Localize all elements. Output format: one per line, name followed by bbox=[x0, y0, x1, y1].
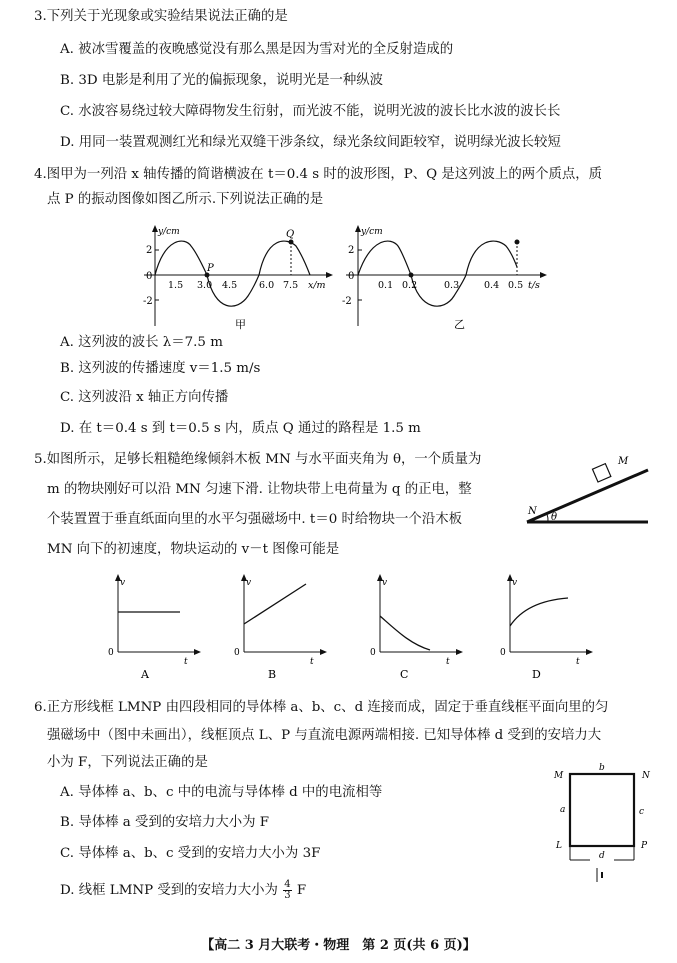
q6-option-d bbox=[60, 880, 306, 901]
jia-ytick-neg2: -2 bbox=[143, 296, 153, 307]
q3-option-a: A. 被冰雪覆盖的夜晚感觉没有那么黑是因为雪对光的全反射造成的 bbox=[60, 42, 454, 57]
yi-caption: 乙 bbox=[454, 318, 465, 331]
incline-label-theta: θ bbox=[551, 512, 558, 523]
q5-graph-b bbox=[230, 572, 330, 684]
svg-text:b: b bbox=[599, 763, 605, 773]
point-q-marker bbox=[289, 240, 294, 245]
q4-option-d: D. 在 t＝0.4 s 到 t＝0.5 s 内，质点 Q 通过的路程是 1.5 m bbox=[60, 421, 421, 436]
svg-text:t: t bbox=[446, 657, 450, 667]
svg-text:c: c bbox=[639, 807, 645, 817]
svg-text:0: 0 bbox=[234, 648, 240, 658]
svg-text:d: d bbox=[599, 851, 605, 861]
jia-xtick-3: 4.5 bbox=[222, 280, 238, 291]
q6-option-b: B. 导体棒 a 受到的安培力大小为 F bbox=[60, 815, 270, 830]
q3-option-c: C. 水波容易绕过较大障碍物发生衍射，而光波不能，说明光波的波长比水波的波长长 bbox=[60, 104, 561, 119]
q5-incline-figure bbox=[524, 448, 654, 528]
q3-option-b: B. 3D 电影是利用了光的偏振现象，说明光是一种纵波 bbox=[60, 73, 384, 88]
jia-xtick-5: 7.5 bbox=[283, 280, 299, 291]
svg-text:v: v bbox=[382, 578, 388, 588]
svg-text:t: t bbox=[310, 657, 314, 667]
q5-stem-line3: 个装置置于垂直纸面向里的水平匀强磁场中. t＝0 时给物块一个沿木板 bbox=[47, 512, 462, 527]
jia-xtick-2: 3.0 bbox=[197, 280, 213, 291]
q5-graph-d bbox=[496, 572, 596, 684]
q4-option-a: A. 这列波的波长 λ＝7.5 m bbox=[60, 335, 223, 350]
q6-option-d-unit: F bbox=[296, 883, 307, 898]
jia-xlabel: x/m bbox=[308, 280, 326, 291]
q4-figure-jia bbox=[140, 222, 340, 334]
graph-b-label: B bbox=[268, 668, 277, 681]
q4-option-c: C. 这列波沿 x 轴正方向传播 bbox=[60, 390, 229, 405]
jia-xtick-4: 6.0 bbox=[259, 280, 275, 291]
q4-stem-line1: 4.图甲为一列沿 x 轴传播的简谐横波在 t＝0.4 s 时的波形图，P、Q 是这列波上的两个质点，质 bbox=[34, 167, 603, 182]
jia-ytick-0: 0 bbox=[146, 271, 153, 282]
q6-stem-line3: 小为 F，下列说法正确的是 bbox=[47, 755, 208, 770]
q6-option-c: C. 导体棒 a、b、c 受到的安培力大小为 3F bbox=[60, 846, 321, 861]
q6-stem-line1: 6.正方形线框 LMNP 由四段相同的导体棒 a、b、c、d 连接而成，固定于垂直线框平面向里的匀 bbox=[34, 700, 609, 715]
yi-ytick-neg2: -2 bbox=[342, 296, 352, 307]
incline-label-m: M bbox=[618, 456, 629, 467]
yi-xtick-3: 0.3 bbox=[444, 280, 460, 291]
svg-text:v: v bbox=[246, 578, 252, 588]
jia-xtick-1: 1.5 bbox=[168, 280, 184, 291]
svg-text:M: M bbox=[554, 771, 564, 781]
q5-stem-line4: MN 向下的初速度，物块运动的 v－t 图像可能是 bbox=[47, 542, 340, 557]
svg-text:P: P bbox=[641, 841, 648, 851]
q3-option-d: D. 用同一装置观测红光和绿光双缝干涉条纹，绿光条纹间距较窄，说明绿光波长较短 bbox=[60, 135, 561, 150]
q4-figure-yi bbox=[336, 222, 556, 334]
svg-text:t: t bbox=[576, 657, 580, 667]
yi-ytick-0: 0 bbox=[348, 271, 355, 282]
q4-option-b: B. 这列波的传播速度 v＝1.5 m/s bbox=[60, 361, 261, 376]
block-icon bbox=[592, 464, 610, 482]
q3-stem: 3.下列关于光现象或实验结果说法正确的是 bbox=[34, 9, 288, 24]
q6-option-d-text: D. 线框 LMNP 受到的安培力大小为 bbox=[60, 883, 278, 898]
q5-stem-line2: m 的物块刚好可以沿 MN 匀速下滑. 让物块带上电荷量为 q 的正电，整 bbox=[47, 482, 472, 497]
yi-xtick-1: 0.1 bbox=[378, 280, 394, 291]
q5-graph-c bbox=[366, 572, 466, 684]
svg-text:L: L bbox=[556, 841, 562, 851]
q5-stem-line1: 5.如图所示，足够长粗糙绝缘倾斜木板 MN 与水平面夹角为 θ，一个质量为 bbox=[34, 452, 482, 467]
fraction-four-thirds: $\frac{4}{3}$ bbox=[284, 879, 291, 901]
svg-text:0: 0 bbox=[108, 648, 114, 658]
yi-xtick-5: 0.5 bbox=[508, 280, 524, 291]
yi-ytick-2: 2 bbox=[348, 245, 355, 256]
q5-graph-a bbox=[104, 572, 204, 684]
graph-c-label: C bbox=[400, 668, 409, 681]
svg-text:v: v bbox=[512, 578, 518, 588]
q6-option-a: A. 导体棒 a、b、c 中的电流与导体棒 d 中的电流相等 bbox=[60, 785, 383, 800]
jia-caption: 甲 bbox=[235, 318, 246, 331]
svg-text:t: t bbox=[184, 657, 188, 667]
yi-ylabel: y/cm bbox=[361, 227, 383, 237]
yi-xtick-2: 0.2 bbox=[402, 280, 418, 291]
jia-label-p: P bbox=[207, 263, 214, 274]
svg-text:a: a bbox=[560, 805, 566, 815]
svg-text:N: N bbox=[642, 771, 650, 781]
graph-a-label: A bbox=[141, 668, 149, 681]
yi-xlabel: t/s bbox=[528, 280, 540, 291]
q6-square-frame bbox=[550, 760, 660, 888]
graph-d-label: D bbox=[532, 668, 541, 681]
svg-text:v: v bbox=[120, 578, 126, 588]
svg-text:0: 0 bbox=[370, 648, 376, 658]
page-footer: 【高二 3 月大联考・物理 第 2 页(共 6 页)】 bbox=[201, 938, 476, 953]
incline-label-n: N bbox=[528, 506, 537, 517]
svg-text:0: 0 bbox=[500, 648, 506, 658]
yi-xtick-4: 0.4 bbox=[484, 280, 500, 291]
jia-ylabel: y/cm bbox=[158, 227, 180, 237]
q4-stem-line2: 点 P 的振动图像如图乙所示.下列说法正确的是 bbox=[47, 192, 324, 207]
jia-ytick-2: 2 bbox=[146, 245, 153, 256]
jia-label-q: Q bbox=[286, 229, 295, 240]
q6-stem-line2: 强磁场中（图中未画出），线框顶点 L、P 与直流电源两端相接. 已知导体棒 d 受到的安培力大 bbox=[47, 728, 602, 743]
